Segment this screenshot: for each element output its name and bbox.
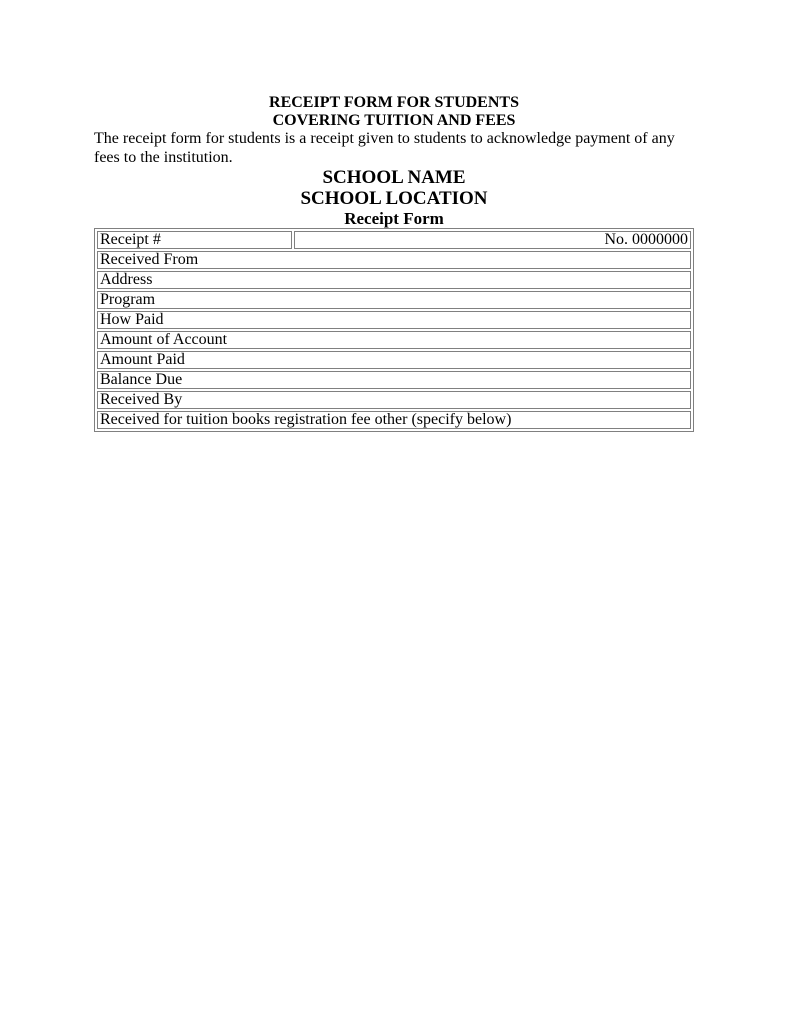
field-cell-address: Address bbox=[97, 271, 691, 289]
table-row bbox=[97, 411, 691, 429]
table-row-receipt-number bbox=[97, 231, 691, 249]
table-row bbox=[97, 271, 691, 289]
school-name: SCHOOL NAME bbox=[322, 167, 466, 188]
field-cell-received-by: Received By bbox=[97, 391, 691, 409]
document-title bbox=[94, 94, 694, 130]
table-row bbox=[97, 251, 691, 269]
document-content bbox=[94, 0, 694, 432]
table-row bbox=[97, 391, 691, 409]
table-row bbox=[97, 371, 691, 389]
field-cell-how-paid: How Paid bbox=[97, 311, 691, 329]
field-cell-received-for: Received for tuition books registration fee other (specify below) bbox=[97, 411, 691, 429]
field-cell-amount-paid: Amount Paid bbox=[97, 351, 691, 369]
intro-paragraph: The receipt form for students is a receipt given to students to acknowledge payment of any fees to the institution. bbox=[94, 130, 675, 166]
field-cell-balance-due: Balance Due bbox=[97, 371, 691, 389]
field-cell-received-from: Received From bbox=[97, 251, 691, 269]
table-row bbox=[97, 311, 691, 329]
table-row bbox=[97, 331, 691, 349]
table-row bbox=[97, 351, 691, 369]
receipt-number-label-cell: Receipt # bbox=[97, 231, 292, 249]
form-title: Receipt Form bbox=[344, 209, 444, 228]
school-location: SCHOOL LOCATION bbox=[300, 188, 488, 209]
field-cell-program: Program bbox=[97, 291, 691, 309]
title-line-1: RECEIPT FORM FOR STUDENTS bbox=[269, 94, 519, 111]
table-row bbox=[97, 291, 691, 309]
receipt-form-table bbox=[94, 228, 694, 432]
school-heading bbox=[94, 167, 694, 209]
title-line-2: COVERING TUITION AND FEES bbox=[272, 112, 516, 129]
receipt-number-value-cell: No. 0000000 bbox=[294, 231, 691, 249]
field-cell-amount-of-account: Amount of Account bbox=[97, 331, 691, 349]
